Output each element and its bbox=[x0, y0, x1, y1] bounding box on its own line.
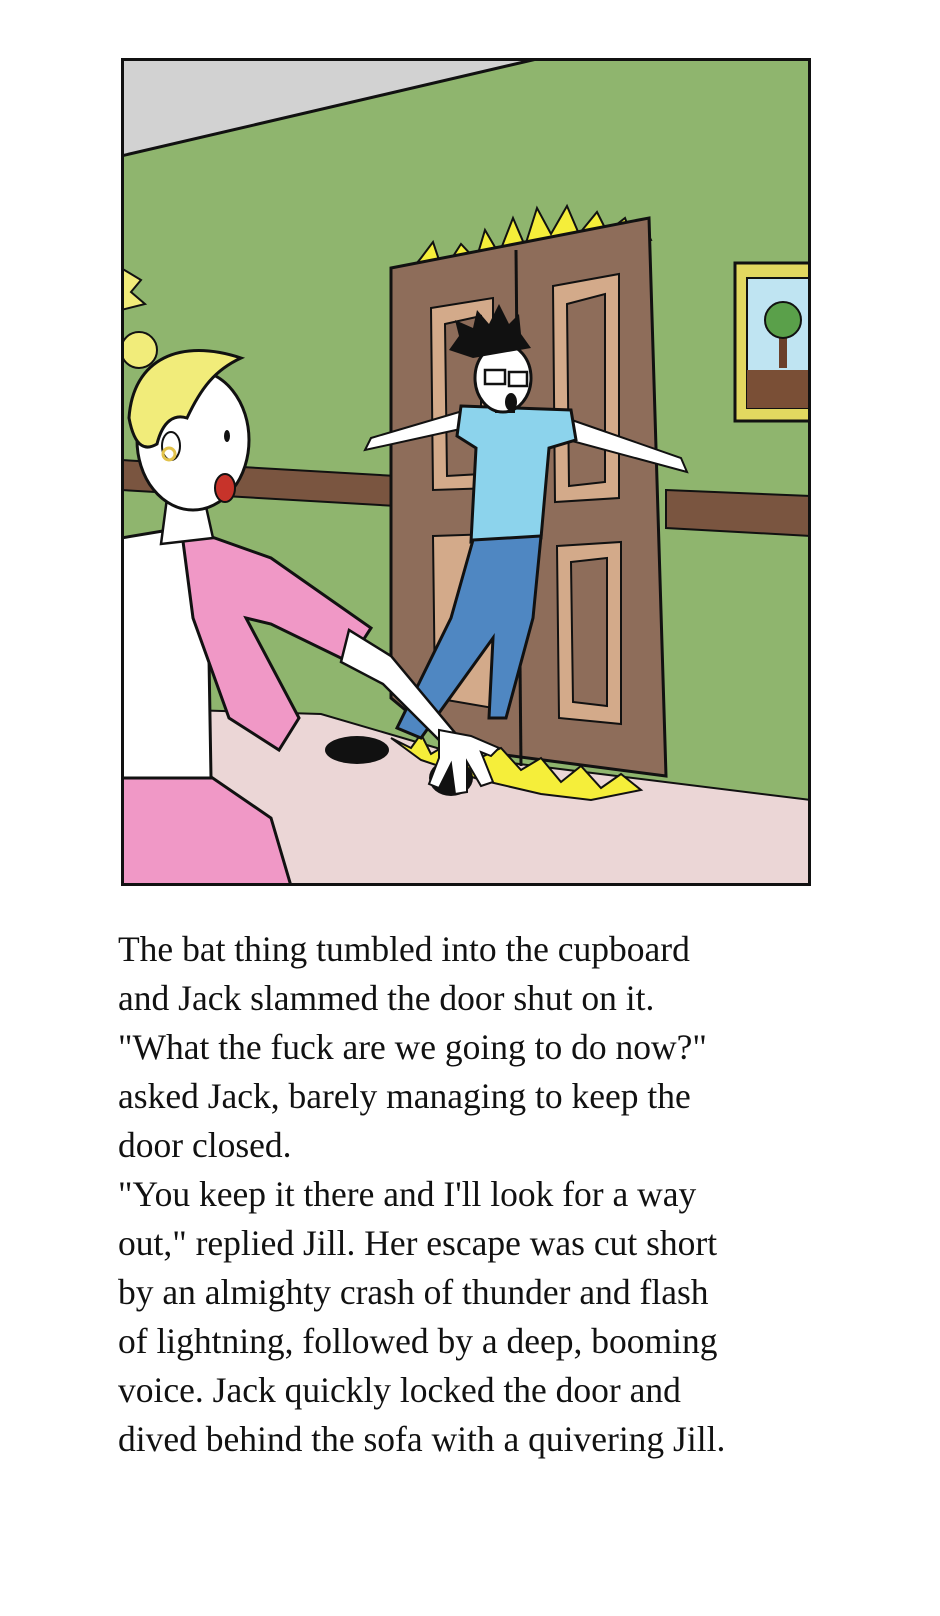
comic-illustration bbox=[121, 58, 811, 886]
wall-picture bbox=[735, 263, 811, 421]
story-line: of lightning, followed by a deep, booming bbox=[118, 1321, 718, 1361]
comic-panel bbox=[121, 58, 811, 886]
story-line: The bat thing tumbled into the cupboard bbox=[118, 929, 690, 969]
story-line: dived behind the sofa with a quivering Jill. bbox=[118, 1419, 726, 1459]
chair-rail-right bbox=[666, 490, 811, 536]
story-line: by an almighty crash of thunder and flash bbox=[118, 1272, 709, 1312]
story-line: asked Jack, barely managing to keep the bbox=[118, 1076, 691, 1116]
story-line: door closed. bbox=[118, 1125, 292, 1165]
story-text bbox=[118, 925, 838, 1464]
story-line: and Jack slammed the door shut on it. bbox=[118, 978, 655, 1018]
story-line: "What the fuck are we going to do now?" bbox=[118, 1027, 707, 1067]
story-line: voice. Jack quickly locked the door and bbox=[118, 1370, 681, 1410]
story-line: out," replied Jill. Her escape was cut short bbox=[118, 1223, 718, 1263]
story-line: "You keep it there and I'll look for a way bbox=[118, 1174, 697, 1214]
